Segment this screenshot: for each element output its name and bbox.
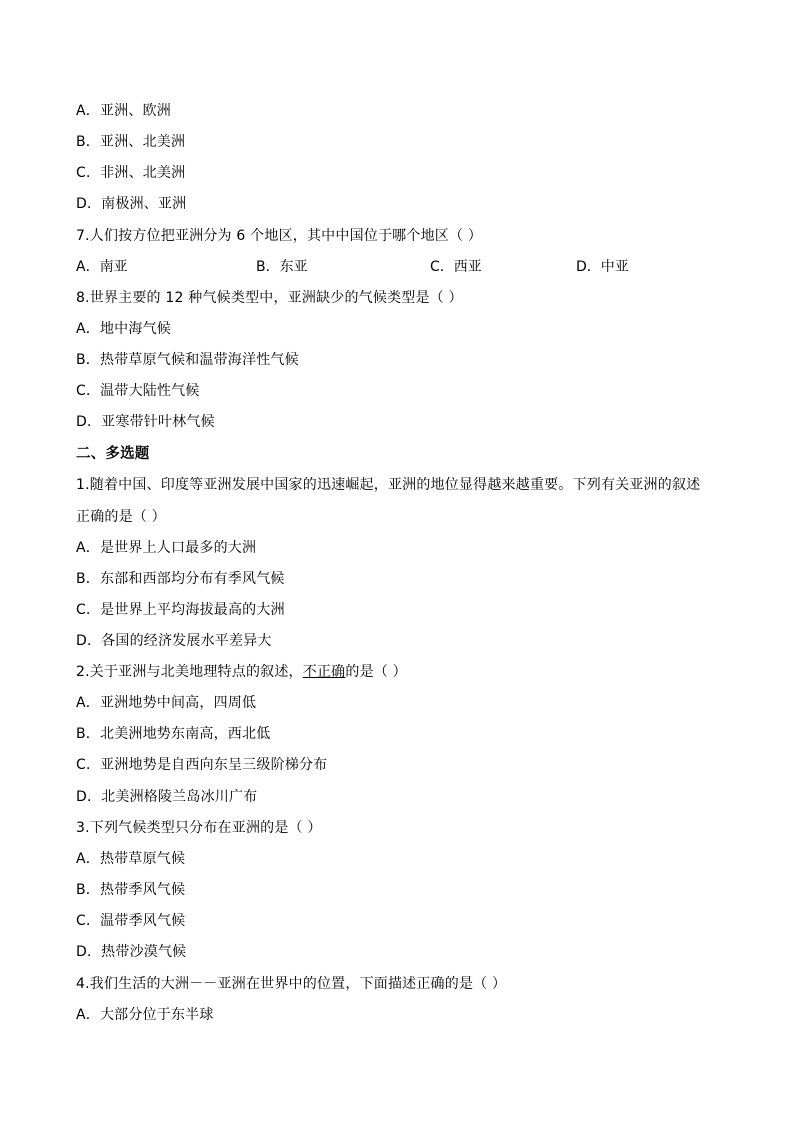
q7-option-b: B．东亚 [256, 259, 308, 275]
q7-stem: 7.人们按方位把亚洲分为 6 个地区，其中中国位于哪个地区（ ） [76, 228, 483, 244]
m4-option-a: A．大部分位于东半球 [76, 1007, 214, 1023]
m2-stem [76, 662, 407, 682]
m2-option-a: A．亚洲地势中间高，四周低 [76, 695, 257, 711]
m2-stem-underlined: 不正确 [302, 664, 346, 680]
q6-option-a: A．亚洲、欧洲 [76, 103, 171, 119]
q8-option-d: D．亚寒带针叶林气候 [76, 414, 215, 430]
m4-stem: 4.我们生活的大洲－－亚洲在世界中的位置，下面描述正确的是（ ） [76, 976, 507, 992]
q8-stem: 8.世界主要的 12 种气候类型中，亚洲缺少的气候类型是（ ） [76, 290, 463, 306]
m3-option-d: D．热带沙漠气候 [76, 944, 187, 960]
m2-option-b: B．北美洲地势东南高，西北低 [76, 726, 271, 742]
q7-option-a: A．南亚 [76, 259, 128, 275]
m1-stem-line1: 1.随着中国、印度等亚洲发展中国家的迅速崛起，亚洲的地位显得越来越重要。下列有关亚洲的叙述 [76, 477, 701, 493]
m1-option-a: A．是世界上人口最多的大洲 [76, 540, 257, 556]
m2-option-d: D．北美洲格陵兰岛冰川广布 [76, 789, 258, 805]
q6-option-b: B．亚洲、北美洲 [76, 134, 186, 150]
q8-option-a: A．地中海气候 [76, 321, 171, 337]
m1-option-d: D．各国的经济发展水平差异大 [76, 633, 272, 649]
m3-option-b: B．热带季风气候 [76, 882, 186, 898]
m2-stem-before: 2.关于亚洲与北美地理特点的叙述， [76, 664, 303, 680]
m2-option-c: C．亚洲地势是自西向东呈三级阶梯分布 [76, 757, 328, 773]
m3-stem: 3.下列气候类型只分布在亚洲的是（ ） [76, 820, 322, 836]
q8-option-b: B．热带草原气候和温带海洋性气候 [76, 352, 299, 368]
m2-stem-after: 的是（ ） [345, 664, 407, 680]
q8-option-c: C．温带大陆性气候 [76, 383, 200, 399]
q7-options [76, 257, 716, 277]
m1-option-c: C．是世界上平均海拔最高的大洲 [76, 602, 285, 618]
q6-option-d: D．南极洲、亚洲 [76, 196, 187, 212]
q6-option-c: C．非洲、北美洲 [76, 165, 186, 181]
m1-option-b: B．东部和西部均分布有季风气候 [76, 571, 285, 587]
section-heading: 二、多选题 [76, 446, 150, 462]
q7-option-d: D．中亚 [576, 259, 629, 275]
m3-option-c: C．温带季风气候 [76, 913, 186, 929]
m1-stem-line2: 正确的是（ ） [76, 509, 166, 525]
m3-option-a: A．热带草原气候 [76, 851, 186, 867]
q7-option-c: C．西亚 [430, 259, 482, 275]
